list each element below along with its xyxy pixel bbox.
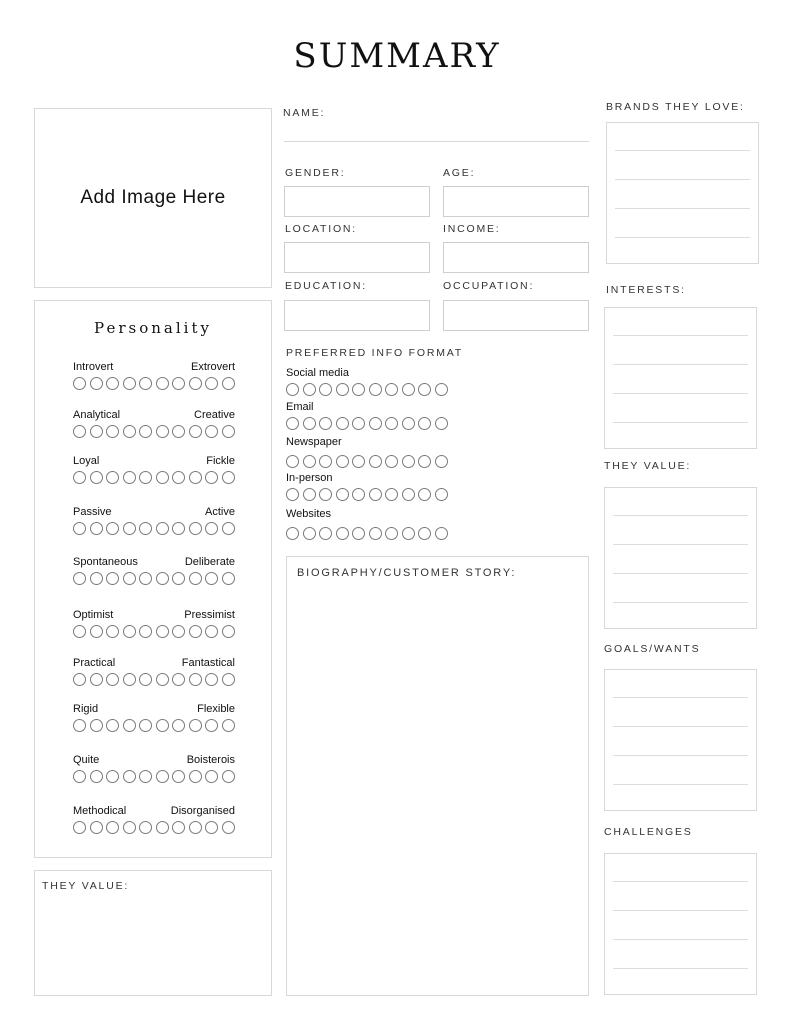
age-field[interactable] (443, 186, 589, 217)
rating-circle[interactable] (385, 417, 398, 430)
rating-circle[interactable] (222, 673, 235, 686)
brands-box[interactable] (606, 122, 759, 264)
rating-circle[interactable] (418, 417, 431, 430)
they-value-label-right: THEY VALUE: (604, 460, 692, 472)
trait-left-label: Analytical (73, 409, 121, 421)
rating-circle[interactable] (205, 625, 218, 638)
info-format-row (286, 367, 448, 396)
rating-scale (73, 377, 235, 390)
rating-circle[interactable] (369, 417, 382, 430)
rating-scale (286, 417, 448, 430)
rating-circle[interactable] (336, 383, 349, 396)
rating-scale (286, 527, 448, 540)
rating-circle[interactable] (106, 625, 119, 638)
rating-circle[interactable] (222, 425, 235, 438)
trait-row (73, 506, 235, 535)
rating-circle[interactable] (222, 625, 235, 638)
rating-circle[interactable] (189, 821, 202, 834)
rating-circle[interactable] (222, 719, 235, 732)
rating-circle[interactable] (385, 455, 398, 468)
rating-circle[interactable] (189, 377, 202, 390)
rating-circle[interactable] (336, 455, 349, 468)
rating-circle[interactable] (418, 383, 431, 396)
rating-circle[interactable] (123, 522, 136, 535)
rating-circle[interactable] (73, 572, 86, 585)
rating-circle[interactable] (402, 383, 415, 396)
rating-scale (286, 488, 448, 501)
rating-circle[interactable] (106, 719, 119, 732)
rating-circle[interactable] (435, 417, 448, 430)
rating-circle[interactable] (418, 488, 431, 501)
rating-circle[interactable] (139, 572, 152, 585)
rating-circle[interactable] (189, 673, 202, 686)
trait-left-label: Spontaneous (73, 556, 138, 568)
location-label: LOCATION: (285, 223, 358, 235)
they-value-box-left[interactable] (34, 870, 272, 996)
rating-circle[interactable] (303, 455, 316, 468)
writing-line (615, 150, 750, 151)
rating-circle[interactable] (156, 425, 169, 438)
personality-heading: Personality (94, 319, 212, 337)
writing-line (613, 755, 748, 756)
rating-circle[interactable] (286, 527, 299, 540)
rating-circle[interactable] (418, 455, 431, 468)
rating-circle[interactable] (352, 383, 365, 396)
rating-circle[interactable] (222, 377, 235, 390)
rating-circle[interactable] (385, 488, 398, 501)
challenges-box[interactable] (604, 853, 757, 995)
interests-box[interactable] (604, 307, 757, 449)
rating-circle[interactable] (352, 417, 365, 430)
rating-circle[interactable] (172, 821, 185, 834)
rating-circle[interactable] (222, 770, 235, 783)
writing-line (613, 573, 748, 574)
trait-right-label: Active (205, 506, 235, 518)
rating-circle[interactable] (139, 522, 152, 535)
rating-circle[interactable] (319, 383, 332, 396)
rating-scale (73, 471, 235, 484)
rating-circle[interactable] (369, 527, 382, 540)
rating-circle[interactable] (385, 527, 398, 540)
trait-row (73, 657, 235, 686)
rating-circle[interactable] (286, 383, 299, 396)
rating-circle[interactable] (123, 719, 136, 732)
rating-circle[interactable] (205, 522, 218, 535)
info-format-label: Websites (286, 508, 332, 520)
rating-scale (73, 425, 235, 438)
personality-panel (34, 300, 272, 858)
rating-circle[interactable] (189, 770, 202, 783)
rating-scale (73, 719, 235, 732)
challenges-label: CHALLENGES (604, 826, 693, 838)
rating-circle[interactable] (205, 425, 218, 438)
rating-circle[interactable] (385, 383, 398, 396)
rating-circle[interactable] (73, 719, 86, 732)
writing-line (613, 726, 748, 727)
trait-left-label: Rigid (73, 703, 99, 715)
trait-row (73, 361, 235, 390)
rating-circle[interactable] (139, 821, 152, 834)
rating-circle[interactable] (106, 522, 119, 535)
rating-circle[interactable] (106, 425, 119, 438)
rating-circle[interactable] (189, 719, 202, 732)
trait-right-label: Flexible (197, 703, 235, 715)
info-format-row (286, 508, 448, 540)
rating-circle[interactable] (222, 572, 235, 585)
trait-left-label: Introvert (73, 361, 114, 373)
rating-circle[interactable] (435, 383, 448, 396)
interests-label: INTERESTS: (606, 284, 686, 296)
writing-line (613, 422, 748, 423)
rating-circle[interactable] (90, 673, 103, 686)
image-placeholder[interactable] (34, 108, 272, 288)
rating-circle[interactable] (205, 377, 218, 390)
writing-line (613, 515, 748, 516)
rating-circle[interactable] (156, 522, 169, 535)
rating-circle[interactable] (90, 625, 103, 638)
rating-circle[interactable] (123, 377, 136, 390)
rating-circle[interactable] (319, 488, 332, 501)
rating-circle[interactable] (352, 527, 365, 540)
rating-circle[interactable] (435, 488, 448, 501)
education-field[interactable] (284, 300, 430, 331)
trait-right-label: Fickle (206, 455, 235, 467)
rating-circle[interactable] (222, 522, 235, 535)
rating-circle[interactable] (336, 417, 349, 430)
rating-circle[interactable] (303, 527, 316, 540)
rating-circle[interactable] (106, 572, 119, 585)
rating-circle[interactable] (73, 377, 86, 390)
name-field[interactable] (284, 141, 589, 142)
rating-circle[interactable] (123, 821, 136, 834)
rating-circle[interactable] (189, 625, 202, 638)
rating-circle[interactable] (139, 673, 152, 686)
page-title: SUMMARY (293, 36, 501, 76)
trait-right-label: Extrovert (190, 361, 235, 373)
rating-scale (73, 522, 235, 535)
rating-circle[interactable] (418, 527, 431, 540)
rating-circle[interactable] (156, 673, 169, 686)
rating-circle[interactable] (205, 572, 218, 585)
writing-line (613, 968, 748, 969)
rating-circle[interactable] (172, 377, 185, 390)
rating-scale (286, 455, 448, 468)
info-format-row (286, 436, 448, 468)
rating-circle[interactable] (156, 821, 169, 834)
rating-circle[interactable] (106, 471, 119, 484)
rating-circle[interactable] (435, 455, 448, 468)
rating-circle[interactable] (402, 417, 415, 430)
rating-circle[interactable] (172, 522, 185, 535)
rating-circle[interactable] (73, 770, 86, 783)
rating-scale (73, 673, 235, 686)
trait-row (73, 805, 235, 834)
location-field[interactable] (284, 242, 430, 273)
trait-left-label: Optimist (73, 609, 114, 621)
rating-circle[interactable] (319, 417, 332, 430)
biography-label: BIOGRAPHY/CUSTOMER STORY: (297, 567, 517, 579)
rating-circle[interactable] (123, 471, 136, 484)
trait-left-label: Practical (73, 657, 116, 669)
rating-circle[interactable] (435, 527, 448, 540)
rating-circle[interactable] (303, 488, 316, 501)
info-format-label: Social media (286, 367, 349, 379)
info-format-label: Newspaper (286, 436, 342, 448)
rating-circle[interactable] (123, 770, 136, 783)
trait-row (73, 703, 235, 732)
rating-circle[interactable] (172, 425, 185, 438)
rating-circle[interactable] (90, 719, 103, 732)
trait-right-label: Boisterois (186, 754, 235, 766)
writing-line (613, 784, 748, 785)
rating-scale (73, 770, 235, 783)
writing-line (613, 910, 748, 911)
rating-circle[interactable] (172, 719, 185, 732)
trait-row (73, 556, 235, 585)
trait-row (73, 609, 235, 638)
writing-line (615, 179, 750, 180)
trait-right-label: Deliberate (184, 556, 235, 568)
rating-circle[interactable] (369, 488, 382, 501)
rating-circle[interactable] (319, 455, 332, 468)
trait-left-label: Loyal (73, 455, 100, 467)
rating-circle[interactable] (369, 383, 382, 396)
trait-right-label: Creative (194, 409, 235, 421)
trait-right-label: Pressimist (184, 609, 235, 621)
rating-circle[interactable] (156, 719, 169, 732)
rating-circle[interactable] (106, 673, 119, 686)
writing-line (613, 881, 748, 882)
rating-circle[interactable] (172, 673, 185, 686)
info-format-row (286, 401, 448, 430)
goals-box[interactable] (604, 669, 757, 811)
writing-line (613, 544, 748, 545)
trait-right-label: Fantastical (181, 657, 235, 669)
rating-circle[interactable] (189, 471, 202, 484)
rating-circle[interactable] (90, 471, 103, 484)
rating-circle[interactable] (139, 770, 152, 783)
rating-circle[interactable] (205, 673, 218, 686)
rating-circle[interactable] (303, 383, 316, 396)
rating-circle[interactable] (90, 522, 103, 535)
rating-circle[interactable] (73, 625, 86, 638)
rating-circle[interactable] (336, 527, 349, 540)
rating-circle[interactable] (402, 527, 415, 540)
rating-circle[interactable] (156, 770, 169, 783)
writing-line (613, 335, 748, 336)
trait-right-label: Disorganised (170, 805, 235, 817)
income-field[interactable] (443, 242, 589, 273)
writing-line (613, 602, 748, 603)
rating-circle[interactable] (90, 821, 103, 834)
rating-circle[interactable] (402, 488, 415, 501)
rating-circle[interactable] (123, 625, 136, 638)
brands-label: BRANDS THEY LOVE: (606, 101, 745, 113)
goals-label: GOALS/WANTS (604, 643, 701, 655)
rating-scale (73, 821, 235, 834)
rating-circle[interactable] (205, 821, 218, 834)
rating-circle[interactable] (156, 572, 169, 585)
rating-circle[interactable] (73, 673, 86, 686)
rating-circle[interactable] (73, 821, 86, 834)
trait-left-label: Passive (73, 506, 112, 518)
writing-line (613, 939, 748, 940)
trait-left-label: Quite (73, 754, 100, 766)
image-placeholder-text: Add Image Here (80, 187, 226, 208)
rating-circle[interactable] (123, 673, 136, 686)
trait-row (73, 455, 235, 484)
rating-circle[interactable] (139, 425, 152, 438)
rating-circle[interactable] (156, 625, 169, 638)
education-label: EDUCATION: (285, 280, 367, 292)
rating-circle[interactable] (139, 719, 152, 732)
age-label: AGE: (443, 167, 476, 179)
rating-circle[interactable] (139, 625, 152, 638)
rating-circle[interactable] (90, 572, 103, 585)
rating-circle[interactable] (189, 425, 202, 438)
trait-row (73, 409, 235, 438)
preferred-info-heading: PREFERRED INFO FORMAT (286, 347, 464, 359)
rating-circle[interactable] (303, 417, 316, 430)
info-format-label: In-person (286, 472, 333, 484)
rating-circle[interactable] (123, 425, 136, 438)
rating-circle[interactable] (286, 488, 299, 501)
writing-line (613, 364, 748, 365)
rating-circle[interactable] (73, 522, 86, 535)
rating-circle[interactable] (172, 471, 185, 484)
rating-circle[interactable] (352, 455, 365, 468)
rating-circle[interactable] (139, 377, 152, 390)
gender-field[interactable] (284, 186, 430, 217)
rating-scale (73, 625, 235, 638)
writing-line (615, 208, 750, 209)
writing-line (613, 697, 748, 698)
occupation-field[interactable] (443, 300, 589, 331)
occupation-label: OCCUPATION: (443, 280, 535, 292)
rating-circle[interactable] (106, 770, 119, 783)
rating-circle[interactable] (352, 488, 365, 501)
rating-circle[interactable] (139, 471, 152, 484)
rating-circle[interactable] (172, 625, 185, 638)
rating-circle[interactable] (90, 377, 103, 390)
they-value-label-left: THEY VALUE: (42, 880, 130, 892)
gender-label: GENDER: (285, 167, 346, 179)
rating-circle[interactable] (205, 770, 218, 783)
rating-circle[interactable] (336, 488, 349, 501)
rating-circle[interactable] (205, 471, 218, 484)
rating-circle[interactable] (172, 770, 185, 783)
info-format-row (286, 472, 448, 501)
trait-left-label: Methodical (73, 805, 127, 817)
rating-circle[interactable] (156, 471, 169, 484)
writing-line (613, 393, 748, 394)
rating-circle[interactable] (286, 417, 299, 430)
rating-circle[interactable] (222, 821, 235, 834)
rating-circle[interactable] (73, 471, 86, 484)
rating-circle[interactable] (402, 455, 415, 468)
rating-circle[interactable] (189, 522, 202, 535)
rating-circle[interactable] (222, 471, 235, 484)
rating-circle[interactable] (106, 821, 119, 834)
rating-circle[interactable] (189, 572, 202, 585)
rating-circle[interactable] (205, 719, 218, 732)
income-label: INCOME: (443, 223, 501, 235)
rating-scale (286, 383, 448, 396)
rating-circle[interactable] (90, 770, 103, 783)
writing-line (615, 237, 750, 238)
they-value-box-right[interactable] (604, 487, 757, 629)
rating-circle[interactable] (286, 455, 299, 468)
rating-circle[interactable] (90, 425, 103, 438)
rating-circle[interactable] (106, 377, 119, 390)
info-format-label: Email (286, 401, 314, 413)
rating-circle[interactable] (123, 572, 136, 585)
rating-circle[interactable] (73, 425, 86, 438)
biography-box[interactable] (286, 556, 589, 996)
rating-circle[interactable] (319, 527, 332, 540)
rating-scale (73, 572, 235, 585)
rating-circle[interactable] (172, 572, 185, 585)
name-label: NAME: (283, 107, 326, 119)
trait-row (73, 754, 235, 783)
rating-circle[interactable] (369, 455, 382, 468)
rating-circle[interactable] (156, 377, 169, 390)
